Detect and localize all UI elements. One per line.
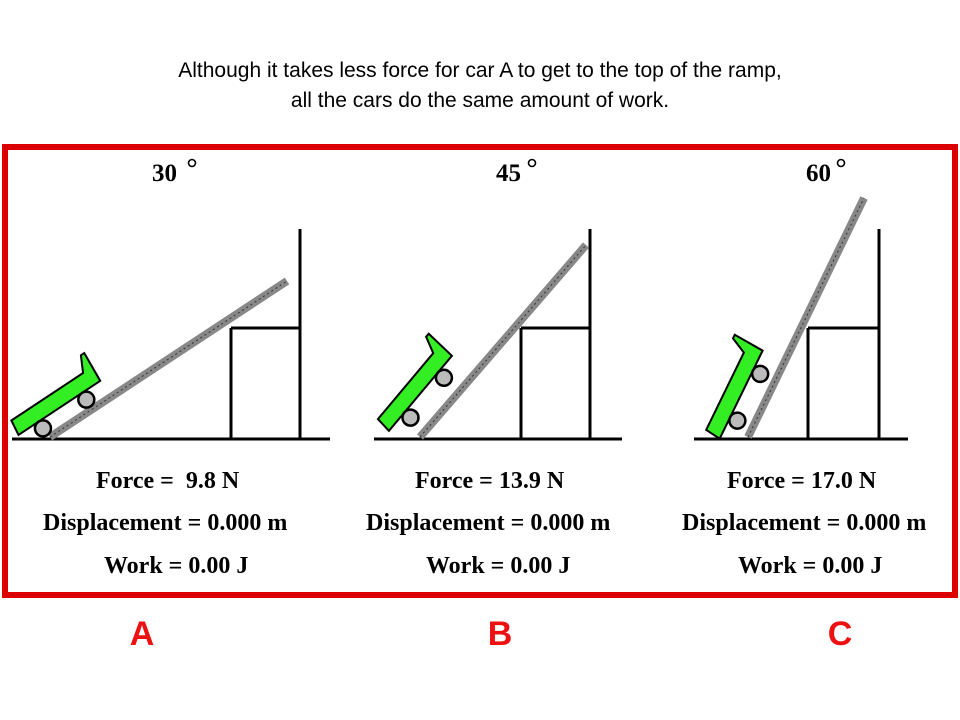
letter-c: C	[827, 615, 853, 653]
caption-line-2: all the cars do the same amount of work.	[290, 89, 670, 112]
work-a: Work = 0.00 J	[104, 553, 249, 579]
displacement-a: Displacement = 0.000 m	[43, 510, 288, 536]
panel-a	[1, 160, 330, 580]
work-c: Work = 0.00 J	[738, 553, 883, 579]
displacement-b: Displacement = 0.000 m	[366, 510, 611, 536]
degree-symbol-c	[838, 160, 845, 167]
car-b	[364, 334, 465, 441]
angle-label-c: 60	[806, 160, 831, 187]
degree-symbol-b	[529, 160, 536, 167]
panel-c	[682, 160, 926, 580]
force-b: Force = 13.9 N	[415, 468, 565, 494]
ramp-texture-b	[420, 245, 586, 437]
caption-line-1: Although it takes less force for car A to get to the top of the ramp,	[178, 59, 782, 82]
force-c: Force = 17.0 N	[727, 468, 877, 494]
force-a: Force = 9.8 N	[96, 468, 240, 494]
letter-b: B	[487, 615, 513, 653]
work-b: Work = 0.00 J	[426, 553, 571, 579]
car-c	[691, 335, 778, 446]
panel-b	[364, 160, 622, 580]
letter-a: A	[129, 615, 155, 653]
degree-symbol-a	[189, 160, 196, 167]
displacement-c: Displacement = 0.000 m	[682, 510, 927, 536]
angle-label-b: 45	[496, 160, 521, 187]
angle-label-a: 30	[152, 160, 177, 187]
